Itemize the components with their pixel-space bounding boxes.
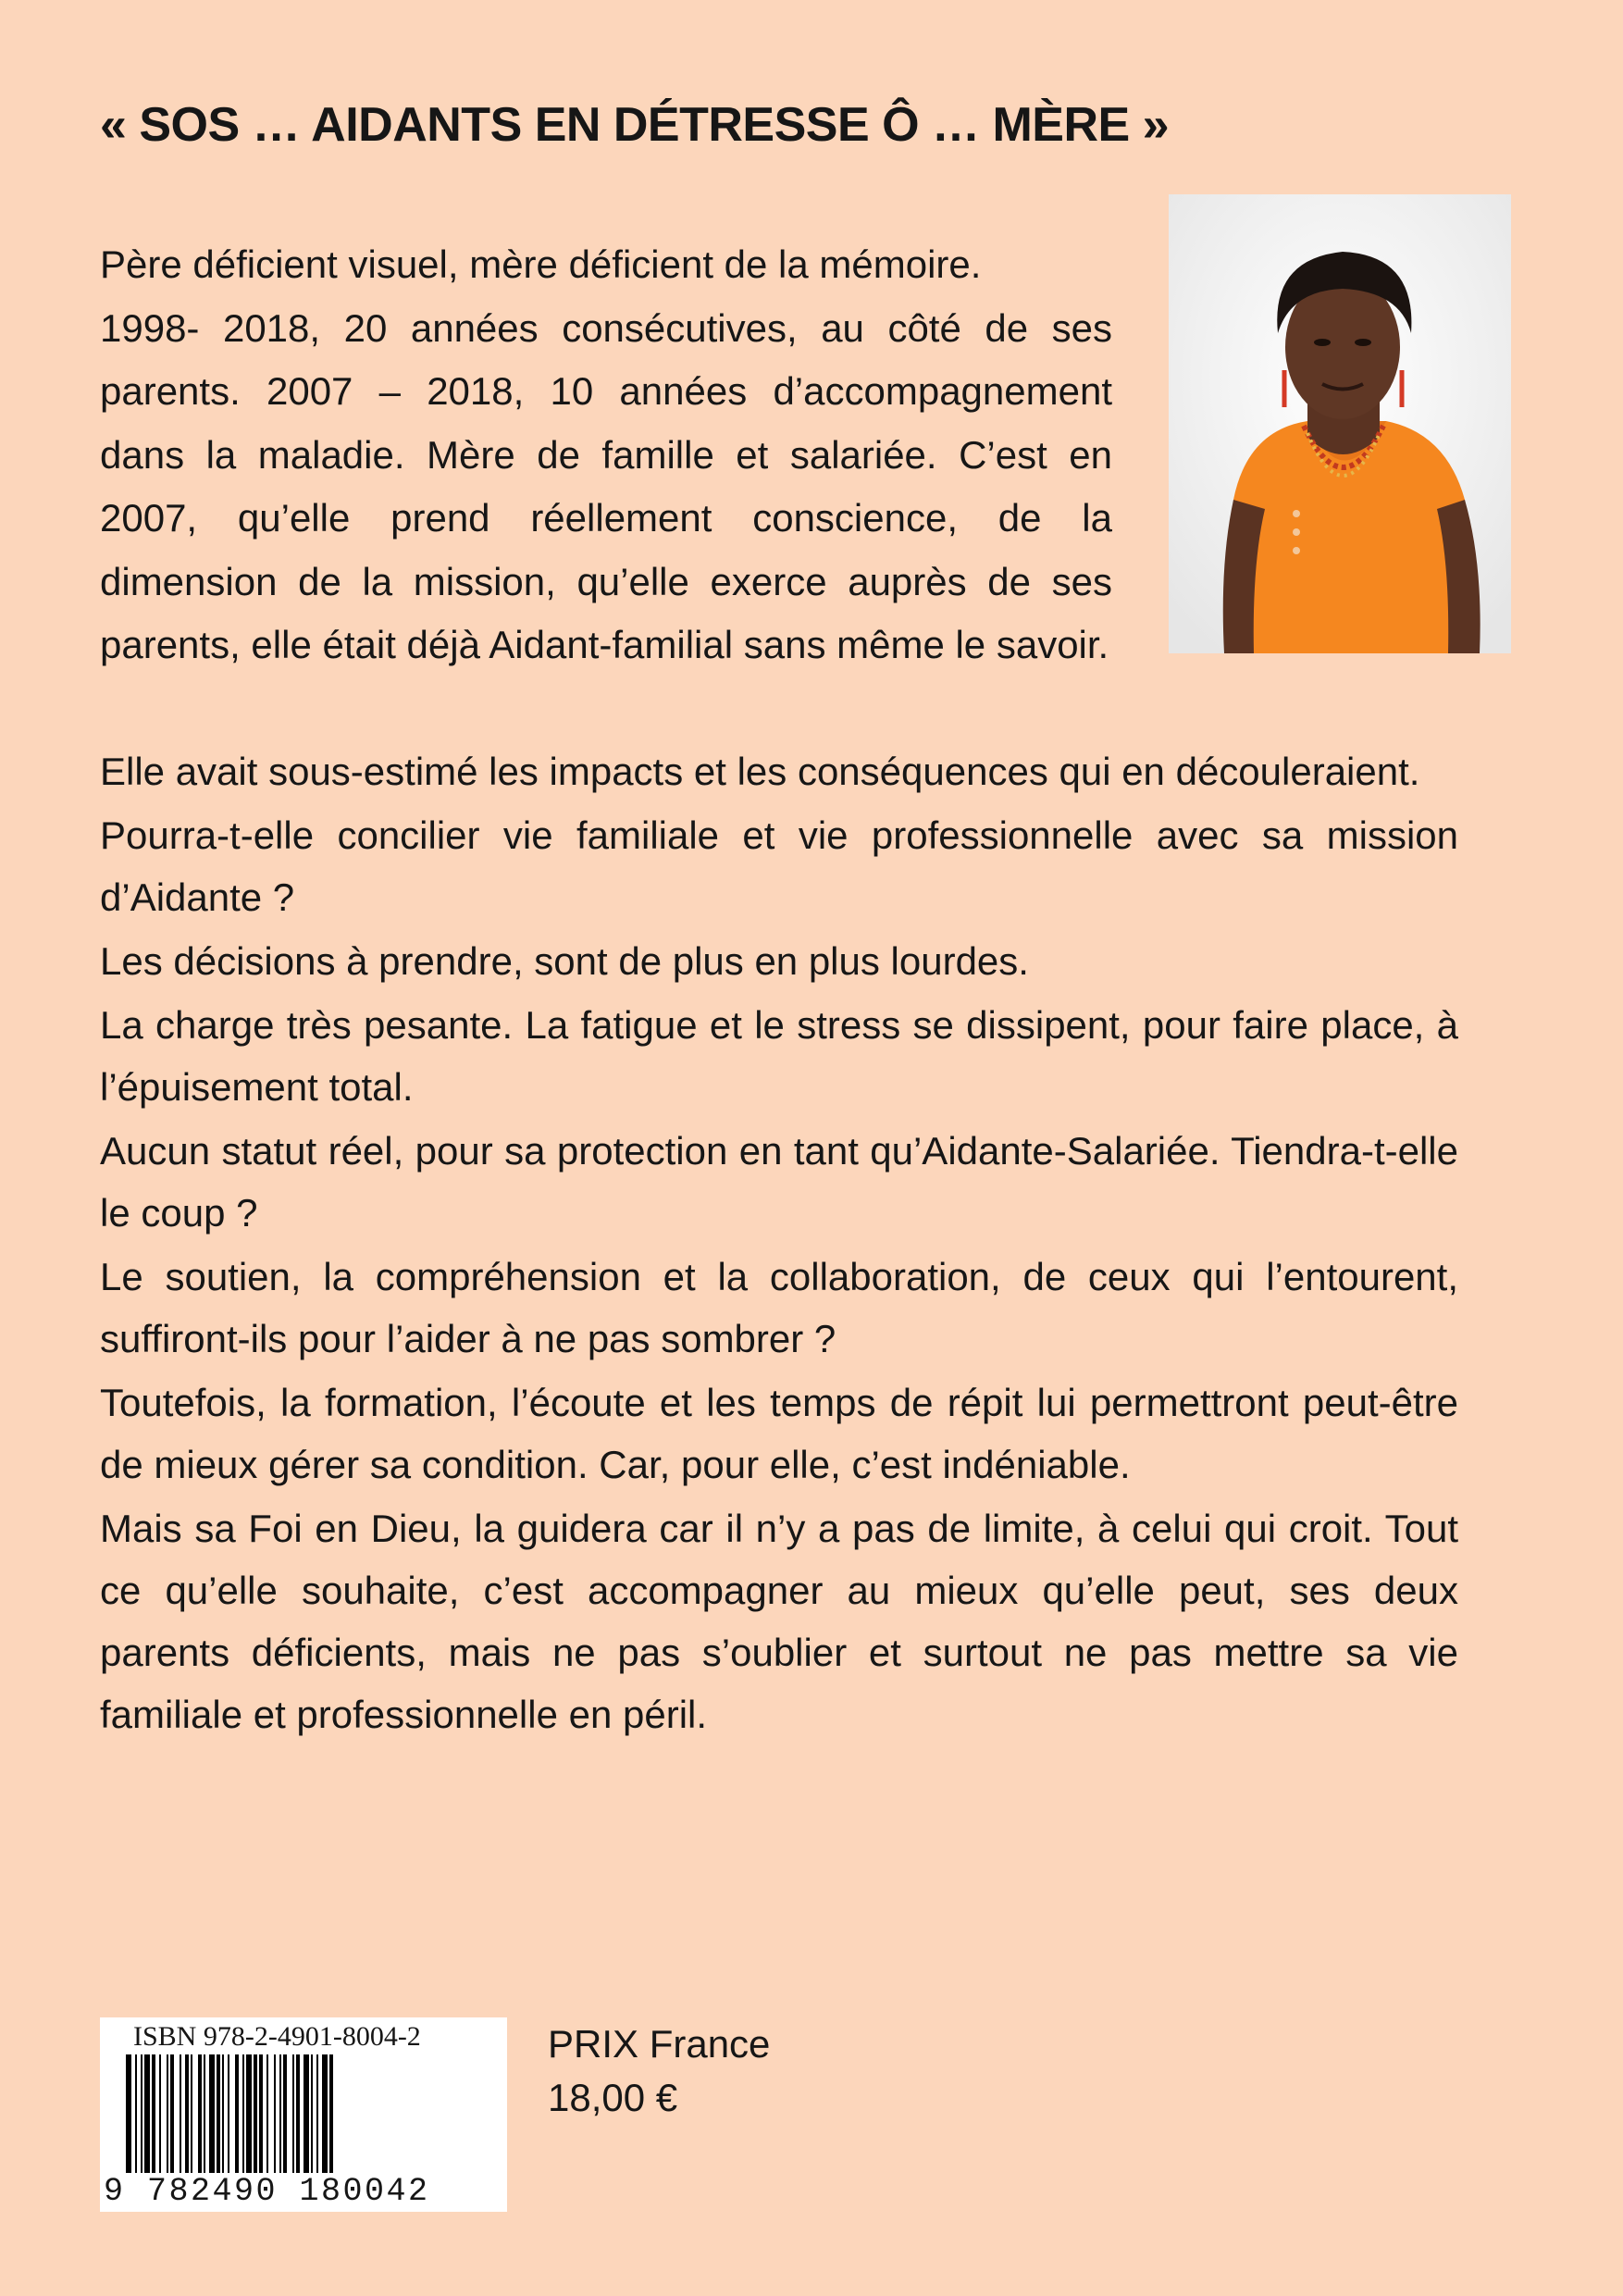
barcode-bar xyxy=(159,2054,161,2173)
barcode-digits: 9 782490 180042 xyxy=(104,2173,430,2210)
body-paragraph: La charge très pesante. La fatigue et le stress se dissipent, pour faire place, à l’épuisement total. xyxy=(100,1003,1458,1109)
body-paragraph: Mais sa Foi en Dieu, la guidera car il n’y a pas de limite, à celui qui croit. Tout ce qu’elle souhaite, c’est accompagner au mieux qu’elle peut, ses deux parents déficients, mais ne pas s’oublier et surtout ne pas mettre sa vie familiale et professionnelle en péril. xyxy=(100,1507,1458,1736)
price-block xyxy=(548,2017,770,2125)
intro-text xyxy=(100,233,1112,677)
barcode-bar xyxy=(228,2054,229,2173)
barcode-bar xyxy=(304,2054,309,2173)
barcode-bar xyxy=(246,2054,252,2173)
author-photo xyxy=(1169,194,1511,653)
barcode-bar xyxy=(144,2054,150,2173)
body-paragraph: Elle avait sous-estimé les impacts et les conséquences qui en découleraient. xyxy=(100,750,1420,793)
body-paragraph: Pourra-t-elle concilier vie familiale et vie professionnelle avec sa mission d’Aidante ? xyxy=(100,813,1458,919)
body-paragraph: Aucun statut réel, pour sa protection en tant qu’Aidante-Salariée. Tiendra-t-elle le coup ? xyxy=(100,1129,1458,1235)
barcode-bar xyxy=(170,2054,174,2173)
barcode-bar xyxy=(292,2054,294,2173)
price-value: 18,00 € xyxy=(548,2076,678,2119)
isbn-barcode xyxy=(100,2017,507,2212)
barcode-bar xyxy=(329,2054,333,2173)
barcode-bar xyxy=(242,2054,244,2173)
barcode-bar xyxy=(185,2054,189,2173)
barcode-bar xyxy=(152,2054,155,2173)
barcode-bars-icon xyxy=(126,2054,481,2173)
barcode-bar xyxy=(217,2054,220,2173)
barcode-bar xyxy=(198,2054,202,2173)
barcode-bar xyxy=(141,2054,142,2173)
barcode-bar xyxy=(204,2054,205,2173)
barcode-bar xyxy=(254,2054,257,2173)
barcode-bar xyxy=(167,2054,168,2173)
barcode-bar xyxy=(259,2054,263,2173)
barcode-bar xyxy=(274,2054,276,2173)
barcode-bar xyxy=(191,2054,192,2173)
barcode-bar xyxy=(283,2054,287,2173)
barcode-bar xyxy=(279,2054,281,2173)
intro-paragraph: Père déficient visuel, mère déficient de la mémoire. xyxy=(100,242,982,286)
barcode-bar xyxy=(222,2054,224,2173)
barcode-bar xyxy=(311,2054,313,2173)
barcode-bar xyxy=(126,2054,131,2173)
barcode-bar xyxy=(235,2054,239,2173)
book-title: « SOS … AIDANTS EN DÉTRESSE Ô … MÈRE » xyxy=(100,98,1170,152)
barcode-bar xyxy=(209,2054,215,2173)
body-paragraph: Le soutien, la compréhension et la collaboration, de ceux qui l’entourent, suffiront-ils pour l’aider à ne pas sombrer ? xyxy=(100,1255,1458,1360)
body-paragraph: Toutefois, la formation, l’écoute et les temps de répit lui permettront peut-être de mieux gérer sa condition. Car, pour elle, c’est indéniable. xyxy=(100,1381,1458,1486)
barcode-bar xyxy=(135,2054,137,2173)
intro-paragraph: 1998- 2018, 20 années consécutives, au côté de ses parents. 2007 – 2018, 10 années d’accompagnement dans la maladie. Mère de famille et salariée. C’est en 2007, qu’elle prend réellement conscience, de la dimension de la mission, qu’elle exerce auprès de ses parents, elle était déjà Aidant-familial sans même le savoir. xyxy=(100,305,1112,666)
barcode-bar xyxy=(316,2054,318,2173)
barcode-bar xyxy=(296,2054,300,2173)
price-label: PRIX France xyxy=(548,2022,771,2066)
barcode-bar xyxy=(266,2054,268,2173)
barcode-bar xyxy=(180,2054,181,2173)
isbn-label: ISBN 978-2-4901-8004-2 xyxy=(133,2021,421,2052)
author-portrait-icon xyxy=(1169,194,1511,653)
body-text xyxy=(100,740,1458,1747)
body-paragraph: Les décisions à prendre, sont de plus en plus lourdes. xyxy=(100,939,1029,983)
barcode-bar xyxy=(322,2054,328,2173)
